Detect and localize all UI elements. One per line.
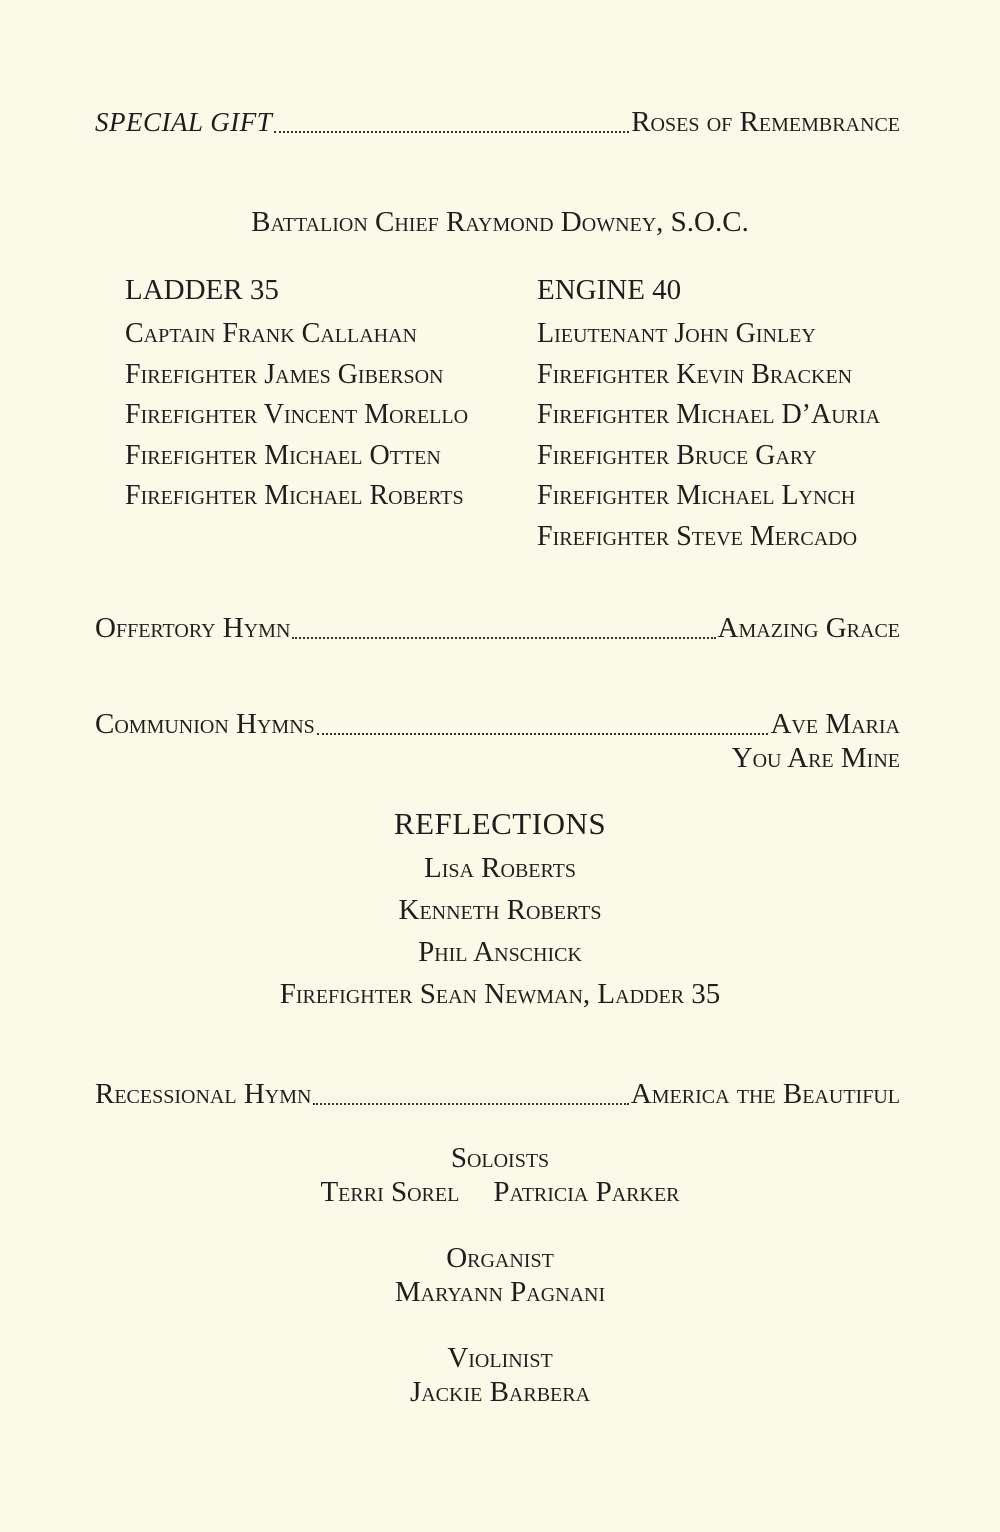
member-name: Lieutenant John Ginley bbox=[537, 318, 816, 349]
member-name: Firefighter Michael Lynch bbox=[537, 480, 856, 512]
special-gift-label: SPECIAL GIFT bbox=[95, 107, 273, 137]
reflection-speaker: Phil Anschick bbox=[418, 936, 582, 968]
organist-name: Maryann Pagnani bbox=[394, 1276, 606, 1308]
dot-leader bbox=[313, 1083, 628, 1105]
recessional-value: America the Beautiful bbox=[630, 1078, 900, 1110]
soloist-name: Terri Sorel bbox=[320, 1176, 460, 1208]
reflection-speaker: Kenneth Roberts bbox=[398, 894, 602, 926]
communion-label: Communion Hymns bbox=[95, 708, 315, 740]
soloists-heading: Soloists bbox=[450, 1142, 550, 1174]
offertory-row bbox=[95, 612, 900, 645]
communion-value-second: You Are Mine bbox=[731, 742, 900, 774]
member-name: Firefighter Kevin Bracken bbox=[537, 358, 853, 390]
unit-column-engine-40 bbox=[537, 272, 880, 558]
member-name: Firefighter Michael Roberts bbox=[125, 480, 464, 512]
communion-value: Ave Maria bbox=[770, 708, 900, 740]
reflection-speaker: Firefighter Sean Newman, Ladder 35 bbox=[279, 978, 721, 1010]
offertory-value: Amazing Grace bbox=[717, 612, 900, 644]
unit-column-ladder-35 bbox=[125, 272, 468, 517]
violinist-name: Jackie Barbera bbox=[409, 1376, 591, 1408]
special-gift-value: Roses of Remembrance bbox=[631, 106, 900, 138]
recessional-row bbox=[95, 1078, 900, 1111]
recessional-label: Recessional Hymn bbox=[95, 1078, 312, 1110]
member-name: Firefighter Michael D’Auria bbox=[537, 399, 881, 431]
member-name: Captain Frank Callahan bbox=[125, 318, 417, 349]
member-name: Firefighter Steve Mercado bbox=[537, 520, 858, 552]
reflections-heading: REFLECTIONS bbox=[393, 806, 607, 841]
communion-row bbox=[95, 708, 900, 741]
unit-heading: ENGINE 40 bbox=[537, 274, 682, 306]
dot-leader bbox=[317, 713, 769, 735]
member-name: Firefighter James Giberson bbox=[125, 358, 444, 390]
dot-leader bbox=[292, 617, 715, 639]
unit-heading: LADDER 35 bbox=[125, 274, 279, 306]
battalion-chief: Battalion Chief Raymond Downey, S.O.C. bbox=[251, 206, 749, 238]
member-name: Firefighter Michael Otten bbox=[125, 439, 441, 471]
soloists-names bbox=[0, 1176, 1000, 1209]
organist-heading: Organist bbox=[446, 1242, 554, 1274]
soloist-name: Patricia Parker bbox=[493, 1176, 680, 1208]
reflection-speaker: Lisa Roberts bbox=[423, 852, 576, 884]
special-gift-row bbox=[95, 106, 900, 139]
violinist-heading: Violinist bbox=[447, 1342, 553, 1374]
offertory-label: Offertory Hymn bbox=[95, 612, 291, 644]
dot-leader bbox=[274, 111, 629, 133]
member-name: Firefighter Bruce Gary bbox=[537, 439, 817, 471]
member-name: Firefighter Vincent Morello bbox=[125, 399, 469, 431]
